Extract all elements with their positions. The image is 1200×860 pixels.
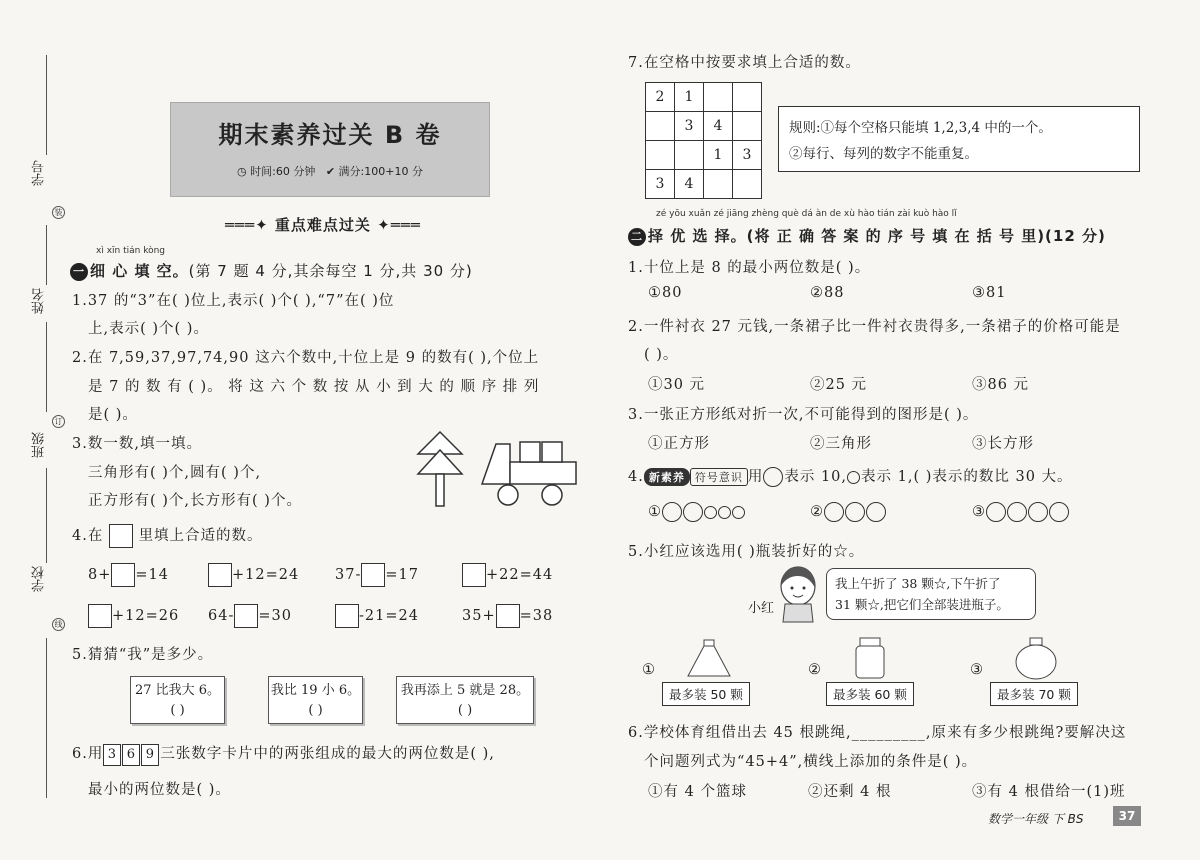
bubble-text: 我上午折了 38 颗: [835, 576, 934, 591]
eq-post: =17: [385, 567, 419, 583]
card-text: 我比 19 小 6。: [270, 683, 361, 698]
bottle-2-label: 最多装 60 颗: [826, 682, 914, 706]
deco-dash-left: ═══✦: [225, 216, 275, 234]
q7-title: 7.在空格中按要求填上合适的数。: [628, 55, 861, 71]
rectangle-shape: [436, 474, 444, 506]
q4-text-a: 4.在: [72, 528, 104, 544]
sudoku-grid: [645, 82, 762, 199]
square-shape: [520, 442, 540, 462]
new-literacy-tag: 新素养: [644, 468, 690, 486]
r6-line2: 个问题列式为“45+4”,横线上添加的条件是( )。: [644, 754, 978, 770]
q3-line1: 3.数一数,填一填。: [72, 436, 202, 452]
r4-t1: 表示 10,: [784, 469, 848, 485]
r3-option-c[interactable]: ③长方形: [972, 436, 1034, 452]
binding-line: [46, 638, 47, 798]
guess-card-3: [396, 676, 534, 724]
section1-pinyin: xì xīn tián kòng: [96, 246, 166, 256]
grid-cell[interactable]: [646, 141, 675, 170]
big-circle-icon: [1007, 502, 1027, 522]
guess-card-1: [130, 676, 225, 724]
page-number: 37: [1113, 806, 1141, 826]
big-circle-icon: [1028, 502, 1048, 522]
grid-cell[interactable]: [733, 170, 762, 199]
r4-mid: 用: [747, 469, 764, 485]
bottle-option-a-mark[interactable]: ①: [642, 662, 656, 678]
big-circle-icon: [683, 502, 703, 522]
section1-note: (第 7 题 4 分,其余每空 1 分,共 30 分): [188, 262, 473, 280]
label-student-number: 学号: [32, 160, 47, 186]
option-mark: ③: [972, 504, 986, 520]
footer-text: 数学一年级 下 BS: [988, 812, 1084, 826]
r4-option-b[interactable]: [810, 502, 887, 522]
eq-post: =30: [258, 608, 292, 624]
r6-option-a[interactable]: ①有 4 个篮球: [648, 784, 747, 800]
section2-note: (将 正 确 答 案 的 序 号 填 在 括 号 里)(12 分): [746, 227, 1106, 245]
q4-text-b: 里填上合适的数。: [138, 528, 263, 544]
r1-question: 1.十位上是 8 的最小两位数是( )。: [628, 260, 871, 276]
grid-cell: 1: [704, 141, 733, 170]
option-mark: ①: [648, 504, 662, 520]
r2-option-c[interactable]: ③86 元: [972, 377, 1030, 393]
r6-option-b[interactable]: ②还剩 4 根: [808, 784, 892, 800]
r4-option-c[interactable]: [972, 502, 1070, 522]
r2-line2: ( )。: [644, 347, 679, 363]
grid-cell: 4: [704, 112, 733, 141]
q6-line2: 最小的两位数是( )。: [88, 782, 231, 798]
grid-cell: 1: [675, 83, 704, 112]
q2-line2: 是 7 的 数 有 ( )。 将 这 六 个 数 按 从 小 到 大 的 顺 序 排 列: [88, 379, 540, 395]
grid-cell[interactable]: [646, 112, 675, 141]
r3-option-a[interactable]: ①正方形: [648, 436, 710, 452]
q1-line1: 1.37 的“3”在( )位上,表示( )个( ),“7”在( )位: [72, 293, 395, 309]
section2-heading: [628, 225, 1106, 246]
section-number: 二: [628, 228, 646, 246]
big-circle-icon: [824, 502, 844, 522]
digit-card: 6: [122, 744, 140, 766]
q4-eq1: [88, 563, 169, 587]
binding-mark: 装: [52, 206, 65, 219]
q4-eq8: [462, 604, 553, 628]
answer-box[interactable]: [361, 563, 385, 587]
r4-option-a[interactable]: [648, 502, 746, 522]
bottle-option-c-mark[interactable]: ③: [970, 662, 984, 678]
answer-box[interactable]: [335, 604, 359, 628]
bottle-option-b-mark[interactable]: ②: [808, 662, 822, 678]
character-name: 小红: [748, 601, 775, 616]
r5-question: 5.小红应该选用( )瓶装折好的☆。: [628, 544, 865, 560]
bubble-text: ,把它们全部装进瓶子。: [879, 597, 1009, 612]
answer-box[interactable]: [234, 604, 258, 628]
big-circle-icon: [866, 502, 886, 522]
eq-post: +12=24: [232, 567, 300, 583]
square-shape: [542, 442, 562, 462]
q5-title: 5.猜猜“我”是多少。: [72, 647, 214, 663]
bottle-3-label: 最多装 70 颗: [990, 682, 1078, 706]
eq-post: +12=26: [112, 608, 180, 624]
q4-intro: [72, 524, 263, 548]
cab-shape: [482, 444, 510, 484]
blank-box-icon: [109, 524, 133, 548]
r1-option-b[interactable]: ②88: [810, 285, 845, 301]
subtitle: [225, 214, 421, 235]
exam-title: 期末素养过关 B 卷: [218, 121, 442, 149]
bottle-2-icon: [850, 636, 890, 682]
small-circle-icon: [732, 506, 745, 519]
grid-cell: 3: [675, 112, 704, 141]
rule-2: ②每行、每列的数字不能重复。: [789, 146, 978, 162]
bubble-line2: [835, 594, 1027, 615]
symbol-sense-tag: 符号意识: [690, 468, 748, 486]
bottle-1-label: 最多装 50 颗: [662, 682, 750, 706]
q1-line2: 上,表示( )个( )。: [88, 321, 209, 337]
section1-title: 细 心 填 空。: [90, 262, 189, 280]
r2-option-a[interactable]: ①30 元: [648, 377, 706, 393]
tree-figure: [410, 428, 470, 510]
section-number: 一: [70, 263, 88, 281]
q4-eq4: [462, 563, 553, 587]
digit-card: 9: [141, 744, 159, 766]
bubble-line1: 我上午折了 38 颗☆,下午折了: [835, 576, 1001, 591]
answer-box[interactable]: [208, 563, 232, 587]
eq-post: =38: [519, 608, 554, 624]
grid-cell[interactable]: [675, 141, 704, 170]
truck-figure: [480, 434, 580, 510]
binding-line: [46, 55, 47, 155]
card-answer[interactable]: ( ): [457, 703, 473, 718]
exam-time: 时间:60 分钟: [250, 165, 316, 178]
section2-title: 择 优 选 择。: [648, 227, 747, 245]
r4-t2: 表示 1,( )表示的数比 30 大。: [861, 469, 1073, 485]
q4-eq6: [208, 604, 292, 628]
eq-post: -21=24: [359, 608, 419, 624]
star-icon: ☆: [833, 544, 849, 560]
grid-cell[interactable]: [733, 83, 762, 112]
exam-title-banner: [170, 102, 490, 197]
exam-score: 满分:100+10 分: [338, 165, 423, 178]
q2-line1: 2.在 7,59,37,97,74,90 这六个数中,十位上是 9 的数有( ),个位上: [72, 350, 540, 366]
check-icon: ✔: [325, 165, 336, 178]
eq-post: =14: [135, 567, 169, 583]
q3-line3: 正方形有( )个,长方形有( )个。: [88, 493, 302, 509]
speech-bubble: [826, 568, 1036, 620]
star-icon: ☆: [933, 576, 947, 591]
q4-eq5: [88, 604, 179, 628]
section2-pinyin: zé yōu xuǎn zé jiāng zhèng què dá àn de xù hào tián zài kuò hào lǐ: [656, 209, 957, 219]
eq-pre: 35+: [462, 608, 496, 624]
q6-text: 三张数字卡片中的两张组成的最大的两位数是( ),: [160, 746, 495, 762]
label-name: 姓名: [32, 288, 47, 314]
exam-meta: [171, 163, 489, 179]
q6-line1: [72, 742, 495, 766]
answer-box[interactable]: [88, 604, 112, 628]
grid-cell[interactable]: [704, 83, 733, 112]
deco-dash-right: ✦═══: [370, 216, 421, 234]
grid-cell: 2: [646, 83, 675, 112]
big-circle-icon: [763, 467, 783, 487]
q6-pre: 6.用: [72, 746, 104, 762]
binding-mark: 订: [52, 415, 65, 428]
eq-post: +22=44: [486, 567, 554, 583]
binding-line: [46, 322, 47, 412]
bubble-text: 31 颗: [835, 597, 868, 612]
r2-option-b[interactable]: ②25 元: [810, 377, 868, 393]
big-circle-icon: [662, 502, 682, 522]
girl-illustration: [775, 564, 821, 624]
label-school: 学校: [32, 566, 47, 592]
grid-cell: 3: [733, 141, 762, 170]
big-circle-icon: [845, 502, 865, 522]
grid-cell[interactable]: [704, 170, 733, 199]
card-answer[interactable]: ( ): [308, 703, 323, 718]
r2-line1: 2.一件衬衣 27 元钱,一条裙子比一件衬衣贵得多,一条裙子的价格可能是: [628, 319, 1121, 335]
subtitle-text: 重点难点过关: [274, 216, 371, 234]
q2-line3: 是( )。: [88, 407, 138, 423]
q4-eq3: [335, 563, 419, 587]
q4-eq7: [335, 604, 419, 628]
label-class: 班级: [32, 432, 47, 458]
r6-line1: 6.学校体育组借出去 45 根跳绳,_________,原来有多少根跳绳?要解决这: [628, 725, 1127, 741]
section1-heading: [70, 260, 473, 281]
circle-shape: [542, 485, 562, 505]
r1-option-c[interactable]: ③81: [972, 285, 1007, 301]
bottle-1-icon: [684, 638, 734, 680]
r4-question: [628, 465, 1073, 487]
grid-cell[interactable]: [733, 112, 762, 141]
small-circle-icon: [847, 471, 860, 484]
big-circle-icon: [986, 502, 1006, 522]
digit-card: 3: [103, 744, 121, 766]
bottle-3-icon: [1012, 636, 1060, 682]
card-answer[interactable]: ( ): [170, 703, 185, 718]
eq-pre: 8+: [88, 567, 112, 583]
card-text: 27 比我大 6。: [134, 683, 221, 698]
small-circle-icon: [718, 506, 731, 519]
rule-box: [778, 106, 1140, 172]
r5-text: 5.小红应该选用( )瓶装折好的: [628, 544, 834, 560]
grid-cell: 4: [675, 170, 704, 199]
clock-icon: ◷: [237, 165, 247, 178]
grid-cell: 3: [646, 170, 675, 199]
r4-pre: 4.: [628, 469, 644, 485]
rectangle-shape: [510, 462, 576, 484]
circle-shape: [498, 485, 518, 505]
answer-box[interactable]: [111, 563, 135, 587]
guess-card-2: [268, 676, 363, 724]
binding-line: [46, 225, 47, 285]
card-text: 我再添上 5 就是 28。: [400, 683, 530, 698]
small-circle-icon: [704, 506, 717, 519]
big-circle-icon: [1049, 502, 1069, 522]
rule-1: 规则:①每个空格只能填 1,2,3,4 中的一个。: [789, 120, 1052, 136]
r6-option-c[interactable]: ③有 4 根借给一(1)班: [972, 784, 1126, 800]
r1-option-a[interactable]: ①80: [648, 285, 683, 301]
r3-option-b[interactable]: ②三角形: [810, 436, 872, 452]
r3-question: 3.一张正方形纸对折一次,不可能得到的图形是( )。: [628, 407, 979, 423]
eq-pre: 37-: [335, 567, 362, 583]
eq-pre: 64-: [208, 608, 235, 624]
answer-box[interactable]: [462, 563, 486, 587]
option-mark: ②: [810, 504, 824, 520]
star-icon: ☆: [867, 597, 880, 612]
q3-line2: 三角形有( )个,圆有( )个,: [88, 465, 262, 481]
binding-line: [46, 468, 47, 563]
bubble-text: 下午折了: [950, 576, 1001, 591]
q4-eq2: [208, 563, 299, 587]
binding-mark: 线: [52, 618, 65, 631]
answer-box[interactable]: [496, 604, 520, 628]
